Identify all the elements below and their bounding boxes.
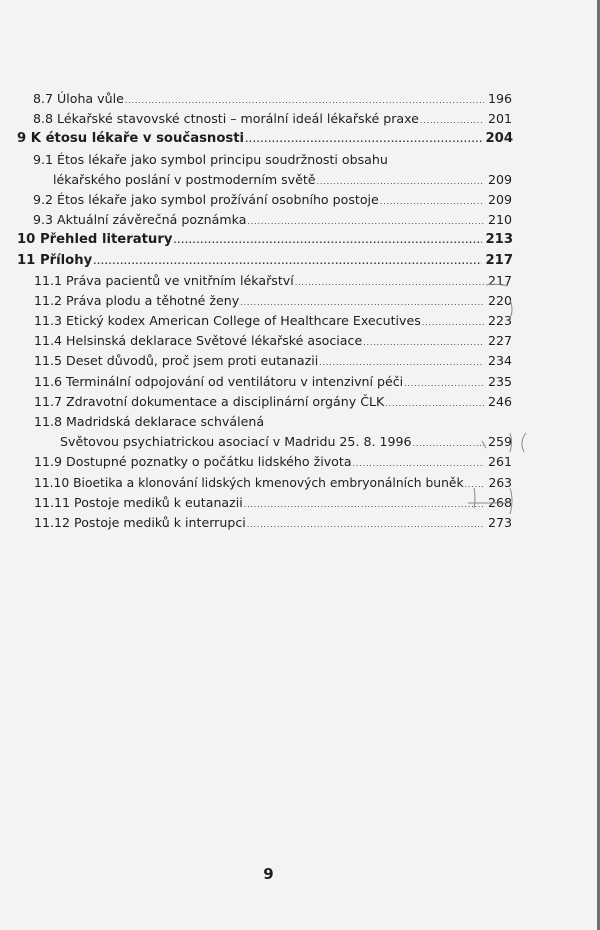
toc-entry xyxy=(0,311,600,331)
toc-entry xyxy=(0,109,600,129)
toc-entry xyxy=(0,271,600,291)
toc-page-number: 220 xyxy=(487,292,512,308)
toc-entry xyxy=(0,513,600,533)
toc-entry xyxy=(0,89,600,109)
toc-chapter xyxy=(0,230,600,250)
toc-entry-title: 8.7 Úloha vůle xyxy=(33,91,124,106)
toc-entry-title: 11.10 Bioetika a klonování lidských kmenových embryonálních buněk xyxy=(34,475,464,490)
toc-page-number: 234 xyxy=(487,353,512,369)
dot-leader xyxy=(247,515,484,535)
toc-chapter-title: 9 K étosu lékaře v současnosti xyxy=(17,131,245,147)
dot-leader xyxy=(363,333,484,353)
toc-entry xyxy=(0,351,600,371)
dot-leader xyxy=(245,130,482,150)
toc-page-number: 213 xyxy=(485,232,513,248)
toc-entry-title: 11.5 Deset důvodů, proč jsem proti eutanazii xyxy=(34,353,319,369)
dot-leader xyxy=(422,313,484,333)
toc-entry-title: 11.1 Práva pacientů ve vnitřním lékařství xyxy=(34,272,294,288)
toc-entry xyxy=(0,331,600,351)
toc-entry-title-continued: lékařského poslání v postmoderním světě xyxy=(53,171,316,187)
toc-page-number: 235 xyxy=(487,373,512,389)
toc-entry-title: 11.8 Madridská deklarace schválená xyxy=(34,414,265,429)
toc-entry-title: 11.7 Zdravotní dokumentace a disciplinární orgány ČLK xyxy=(34,393,385,409)
dot-leader xyxy=(420,111,484,131)
toc-entry-title: 9.3 Aktuální závěrečná poznámka xyxy=(33,212,247,228)
toc-entry xyxy=(0,493,600,513)
toc-entry xyxy=(0,372,600,392)
toc-page-number: 210 xyxy=(487,212,512,228)
toc-entry-title: 9.1 Étos lékaře jako symbol principu soudržnosti obsahu xyxy=(33,151,388,167)
dot-leader xyxy=(404,374,484,394)
dot-leader xyxy=(247,212,484,232)
toc-entry-title: 11.9 Dostupné poznatky o počátku lidského života xyxy=(34,454,352,470)
toc-entry xyxy=(0,452,600,472)
toc-page-number: 268 xyxy=(487,494,512,510)
toc-entry-title: 11.6 Terminální odpojování od ventilátoru v intenzivní péči xyxy=(34,373,404,389)
toc-page-number: 217 xyxy=(487,272,512,288)
toc-page-number: 209 xyxy=(487,171,512,187)
toc-page-number: 201 xyxy=(487,111,512,127)
dot-leader xyxy=(93,252,482,272)
dot-leader xyxy=(353,454,484,474)
toc-entry-title: 11.2 Práva plodu a těhotné ženy xyxy=(34,292,240,308)
dot-leader xyxy=(125,91,484,111)
dot-leader xyxy=(317,172,484,192)
dot-leader xyxy=(244,495,484,515)
dot-leader xyxy=(413,434,484,454)
toc-chapter xyxy=(0,251,600,271)
toc-page-number: 259 xyxy=(487,434,512,450)
dot-leader xyxy=(295,273,484,293)
dot-leader xyxy=(319,353,484,373)
toc-entry xyxy=(0,190,600,210)
toc-entry-title-continued: Světovou psychiatrickou asociací v Madridu 25. 8. 1996 xyxy=(60,434,412,450)
toc-page-number: 223 xyxy=(487,313,512,329)
toc-page-number: 261 xyxy=(487,454,512,470)
toc-page-number: 227 xyxy=(487,333,512,349)
toc-entry-first-line xyxy=(0,412,600,432)
toc-chapter-title: 11 Přílohy xyxy=(17,252,93,268)
toc-page-number: 196 xyxy=(487,91,512,106)
toc-entry-title: 11.11 Postoje mediků k eutanazii xyxy=(34,494,243,510)
toc-chapter xyxy=(0,129,600,149)
toc-page-number: 217 xyxy=(485,252,513,268)
table-of-contents xyxy=(0,89,600,533)
toc-page-number: 273 xyxy=(487,514,512,530)
dot-leader xyxy=(465,475,484,495)
toc-page-number: 263 xyxy=(488,475,512,490)
toc-entry xyxy=(0,210,600,230)
dot-leader xyxy=(173,231,482,251)
toc-chapter-title: 10 Přehled literatury xyxy=(17,232,173,248)
toc-entry-title: 11.4 Helsinská deklarace Světové lékařské asociace xyxy=(34,333,363,349)
toc-entry-title: 8.8 Lékařské stavovské ctnosti – morální ideál lékařské praxe xyxy=(33,111,419,127)
toc-page-number: 209 xyxy=(487,191,512,207)
toc-entry-title: 11.12 Postoje mediků k interrupci xyxy=(34,514,246,530)
toc-entry-first-line xyxy=(0,150,600,170)
toc-page-number: 204 xyxy=(485,131,513,147)
toc-entry xyxy=(0,170,600,190)
page-number: 9 xyxy=(263,865,274,883)
toc-entry-title: 11.3 Etický kodex American College of Healthcare Executives xyxy=(34,313,421,329)
dot-leader xyxy=(240,293,484,313)
toc-entry xyxy=(0,291,600,311)
dot-leader xyxy=(380,192,484,212)
toc-entry xyxy=(0,392,600,412)
toc-page-number: 246 xyxy=(487,393,512,409)
toc-entry-title: 9.2 Étos lékaře jako symbol prožívání osobního postoje xyxy=(33,191,379,207)
dot-leader xyxy=(385,394,484,414)
toc-entry xyxy=(0,432,600,452)
toc-entry xyxy=(0,473,600,493)
